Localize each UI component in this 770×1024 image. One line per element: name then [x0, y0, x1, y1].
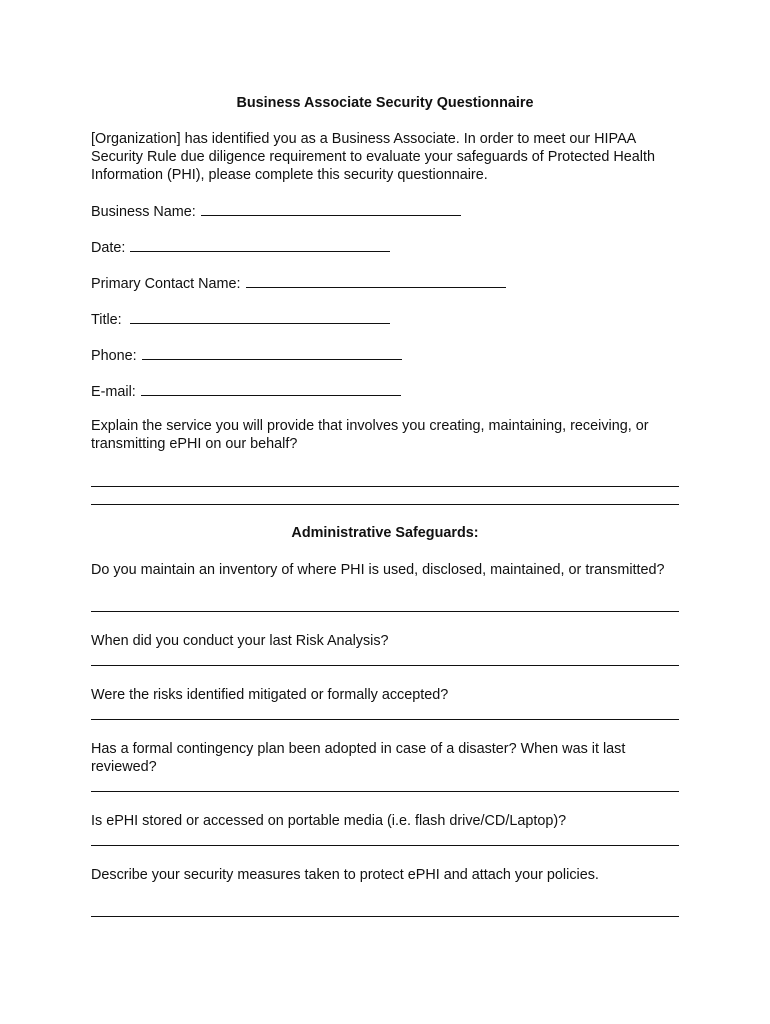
date-label: Date: [91, 240, 126, 256]
date-field [91, 237, 390, 257]
question-inventory: Do you maintain an inventory of where PHI is used, disclosed, maintained, or transmitted? [91, 562, 665, 578]
primary-contact-field [91, 273, 506, 293]
question-security-measures: Describe your security measures taken to protect ePHI and attach your policies. [91, 867, 599, 883]
phone-field [91, 345, 402, 365]
primary-contact-label: Primary Contact Name: [91, 276, 241, 292]
email-label: E-mail: [91, 384, 136, 400]
section-heading-administrative: Administrative Safeguards: [291, 525, 479, 541]
business-name-label: Business Name: [91, 204, 196, 220]
answer-line-risk-analysis[interactable] [91, 665, 679, 666]
question-risks-mitigated: Were the risks identified mitigated or formally accepted? [91, 687, 449, 703]
service-answer-line-2[interactable] [91, 504, 679, 505]
business-name-field [91, 201, 461, 221]
date-blank[interactable] [130, 237, 390, 252]
title-blank[interactable] [130, 309, 390, 324]
title-field [91, 309, 390, 329]
answer-line-contingency-plan[interactable] [91, 791, 679, 792]
intro-paragraph: [Organization] has identified you as a Business Associate. In order to meet our HIPAA Security Rule due diligence requirement to evaluate your safeguards of Protected Health Information (PHI), please complete this security questionnaire. [91, 131, 655, 183]
answer-line-risks-mitigated[interactable] [91, 719, 679, 720]
business-name-blank[interactable] [201, 201, 461, 216]
question-risk-analysis: When did you conduct your last Risk Analysis? [91, 633, 389, 649]
answer-line-portable-media[interactable] [91, 845, 679, 846]
service-question: Explain the service you will provide that involves you creating, maintaining, receiving, or transmitting ePHI on our behalf? [91, 418, 649, 452]
question-portable-media: Is ePHI stored or accessed on portable media (i.e. flash drive/CD/Laptop)? [91, 813, 567, 829]
answer-line-security-measures[interactable] [91, 916, 679, 917]
answer-line-inventory[interactable] [91, 611, 679, 612]
phone-blank[interactable] [142, 345, 402, 360]
question-contingency-plan: Has a formal contingency plan been adopted in case of a disaster? When was it last reviewed? [91, 741, 626, 775]
document-title: Business Associate Security Questionnaire [236, 95, 534, 111]
primary-contact-blank[interactable] [246, 273, 506, 288]
phone-label: Phone: [91, 348, 137, 364]
email-blank[interactable] [141, 381, 401, 396]
email-field [91, 381, 401, 401]
title-label: Title: [91, 312, 122, 328]
service-answer-line-1[interactable] [91, 486, 679, 487]
